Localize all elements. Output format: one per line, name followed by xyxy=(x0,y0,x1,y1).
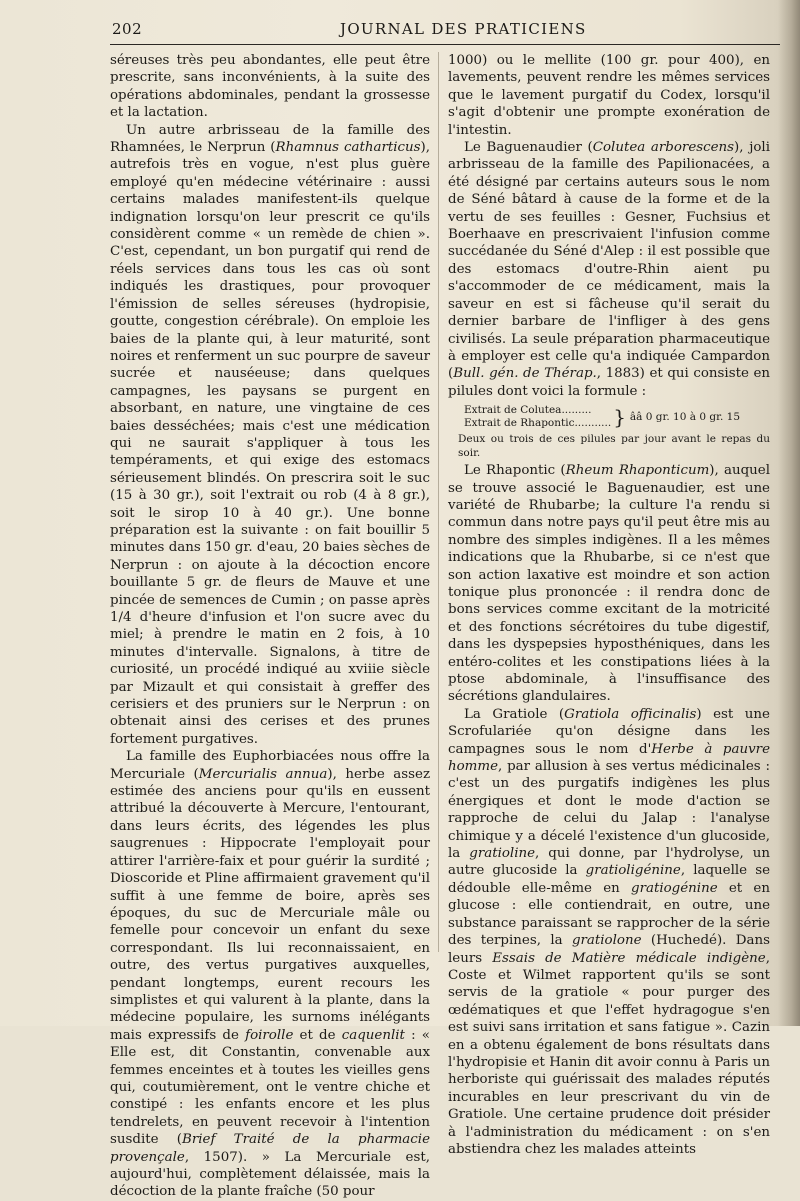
paragraph xyxy=(448,52,770,139)
left-column xyxy=(110,52,430,1201)
paragraph xyxy=(448,462,770,706)
header-rule xyxy=(110,44,780,45)
paragraph xyxy=(110,748,430,1201)
italic-term: Herbe à pauvre homme xyxy=(448,741,770,775)
latin-name: Rhamnus catharticus xyxy=(275,140,421,156)
formula-quantity: ââ 0 gr. 10 à 0 gr. 15 xyxy=(629,410,740,423)
latin-name: Colutea arborescens xyxy=(592,140,735,156)
italic-term: caquenlit xyxy=(341,1027,405,1043)
formula-line: Extrait de Colutea......... xyxy=(464,404,592,417)
paragraph xyxy=(110,52,430,122)
book-title: Essais de Matière médicale indigène xyxy=(492,950,766,966)
italic-term: foirolle xyxy=(245,1027,294,1043)
paragraph xyxy=(448,139,770,400)
prescription-formula xyxy=(448,404,770,430)
paragraph-text: , Coste et Wilmet rapportent qu'ils se sont servis de la gratiole « pour purger des œdématiques et que l'effet hydragogue s'en est suivi sans irritation et sans fatigue ». Cazin en a obtenu également de bons résultats dans l'hydropisie et Hanin dit avoir connu à Paris un herboriste qui guérissait des malades réputés incurables en leur prescrivant du vin de Gratiole. Une certaine prudence doit présider à l'administration du médicament : on s'en abstiendra chez les malades atteints xyxy=(448,950,770,1157)
paragraph-text: La famille des Euphorbiacées nous offre la Mercuriale ( xyxy=(110,749,430,782)
italic-term: gratiolone xyxy=(571,933,642,949)
latin-name: Gratiola officinalis xyxy=(564,706,697,722)
paragraph-text: La Gratiole ( xyxy=(464,706,565,722)
formula-ingredients xyxy=(448,404,611,430)
paragraph-text: , laquelle se dédouble elle-même en xyxy=(448,863,770,896)
page-fold-shadow xyxy=(778,0,800,1026)
paragraph xyxy=(110,122,430,749)
paragraph-text: , par allusion à ses vertus médicinales : c'est un des purgatifs indigènes les plus énergiques et dont le mode d'action se rapproche de celui du Jalap : l'analyse chimique y a décelé l'existence d'un glucoside, la xyxy=(448,759,770,862)
italic-term: gratioline xyxy=(469,846,536,862)
brace: } xyxy=(613,405,626,430)
paragraph-text: , 1883) et qui consiste en pilules dont voici la formule : xyxy=(448,366,770,399)
page-header xyxy=(0,0,800,46)
italic-term: gratioligénine xyxy=(585,863,681,879)
paragraph-text: ), joli arbrisseau de la famille des Papilionacées, a été désigné par certains auteurs sous le nom de Séné bâtard à cause de la forme et de la vertu de ses feuilles : Gesner, Fuchsius et Boerhaave en prescrivaient l'infusion comme succédanée du Séné d'Alep : il est possible que des estomacs d'outre-Rhin aient pu s'accommoder de ce médicament, mais la saveur en est si fâcheuse qu'il serait du dernier barbare de l'infliger à des gens civilisés. La seule préparation pharmaceutique à employer est celle qu'a indiquée Campardon ( xyxy=(448,140,770,382)
right-column xyxy=(448,52,770,1158)
paragraph-text: et de xyxy=(293,1027,342,1043)
paragraph-text: Le Rhapontic ( xyxy=(464,463,566,479)
page-number: 202 xyxy=(112,20,143,38)
formula-line: Extrait de Rhapontic........... xyxy=(464,417,612,430)
latin-name: Rheum Rhaponticum xyxy=(565,463,710,479)
citation: Bull. gén. de Thérap. xyxy=(453,366,597,382)
paragraph-text: : « Elle est, dit Constantin, convenable aux femmes enceintes et à toutes les vieilles gens qui, coutumièrement, ont le ventre chiche et constipé : les enfants encore et les plus tendrelets, en peuvent recevoir à l'intention susdite ( xyxy=(110,1027,430,1148)
paragraph-text: ), autrefois très en vogue, n'est plus guère employé qu'en médecine vétérinaire : aussi certains malades manifestent-ils quelque indignation lorsqu'on leur prescrit ce qu'ils considèrent comme « un remède de chien ». C'est, cependant, un bon purgatif qui rend de réels services dans tous les cas où sont indiqués les drastiques, pour provoquer l'émission de selles séreuses (hydropisie, goutte, congestion cérébrale). On emploie les baies de la plante qui, à leur maturité, sont noires et renferment un suc pourpre de saveur sucrée et nauséeuse; dans quelques campagnes, les paysans se purgent en absorbant, en nature, une vingtaine de ces baies desséchées; mais c'est une médication qui ne saurait s'appliquer à tous les tempéraments, et qui exige des estomacs sérieusement blindés. On prescrira soit le suc (15 à 30 gr.), soit l'extrait ou rob (4 à 8 gr.), soit le sirop 10 à 40 gr.). Une bonne préparation est la suivante : on fait bouillir 5 minutes dans 150 gr. d'eau, 20 baies sèches de Nerprun : on ajoute à la décoction encore bouillante 5 gr. de fleurs de Mauve et une pincée de semences de Cumin ; on passe après 1/4 d'heure d'infusion et l'on sucre avec du miel; à prendre le matin en 2 fois, à 10 minutes d'intervalle. Signalons, à titre de curiosité, un procédé indiqué au xviiie siècle par Mizault et qui consistait à greffer des cerisiers et des pruniers sur le Nerprun : on obtenait ainsi des cerises et des prunes fortement purgatives. xyxy=(110,140,430,747)
column-divider xyxy=(438,52,439,952)
paragraph-text: ), auquel se trouve associé le Baguenaudier, est une variété de Rhubarbe; la culture l'a rendu si commun dans notre pays qu'il peut être mis au nombre des simples indigènes. Il a les mêmes indications que la Rhubarbe, si ce n'est que son action laxative est moindre et son action tonique plus prononcée : il rendra donc de bons services comme excitant de la motricité et des fonctions sécrétoires du tube digestif, dans les dyspepsies hyposthéniques, dans les entéro-colites et les constipations liées à la ptose abdominale, à l'insuffisance des sécrétions glandulaires. xyxy=(448,463,770,705)
running-head: JOURNAL DES PRATICIENS xyxy=(340,20,587,38)
paragraph-text: , 1507). » La Mercuriale est, aujourd'hui, complètement délaissée, mais la décoction de la plante fraîche (50 pour xyxy=(110,1149,430,1200)
paragraph-text: (Huchedé). Dans leurs xyxy=(448,933,770,966)
paragraph-text: ) est une Scrofulariée qu'on désigne dans les campagnes sous le nom d' xyxy=(448,706,770,757)
italic-term: gratiogénine xyxy=(631,880,718,896)
paragraph xyxy=(448,706,770,1159)
paragraph-text: , qui donne, par l'hydrolyse, un autre glucoside la xyxy=(448,846,771,879)
paragraph-text: séreuses très peu abondantes, elle peut être prescrite, sans inconvénients, à la suite des opérations abdominales, pendant la grossesse et la lactation. xyxy=(110,53,430,121)
paragraph-text: Un autre arbrisseau de la famille des Rhamnées, le Nerprun ( xyxy=(110,122,430,156)
paragraph-text: Le Baguenaudier ( xyxy=(464,140,593,156)
latin-name: Mercurialis annua xyxy=(198,766,328,782)
paragraph-text: 1000) ou le mellite (100 gr. pour 400), en lavements, peuvent rendre les mêmes services que le lavement purgatif du Codex, lorsqu'il s'agit d'obtenir une prompte exonération de l'intestin. xyxy=(448,53,770,138)
paragraph-text: et en glucose : elle contiendrait, en outre, une substance paraissant se rapprocher de la série des terpines, la xyxy=(448,880,770,949)
paragraph-text: ), herbe assez estimée des anciens pour qu'ils en eussent attribué la découverte à Mercure, l'entourant, dans leurs écrits, des légendes les plus saugrenues : Hippocrate l'employait pour attirer l'arrière-faix et pour guérir la surdité ; Dioscoride et Pline affirmaient gravement qu'il suffit à une femme de boire, après ses époques, du suc de Mercuriale mâle ou femelle pour concevoir un enfant du sexe correspondant. Ils lui reconnaissaient, en outre, des vertus purgatives auxquelles, pendant longtemps, eurent recours les simplistes et qui valurent à la plante, dans la médecine populaire, les surnoms inélégants mais expressifs de xyxy=(110,766,430,1043)
book-title: Brief Traité de la pharmacie provençale xyxy=(110,1132,430,1165)
formula-note: Deux ou trois de ces pilules par jour avant le repas du soir. xyxy=(458,433,770,460)
